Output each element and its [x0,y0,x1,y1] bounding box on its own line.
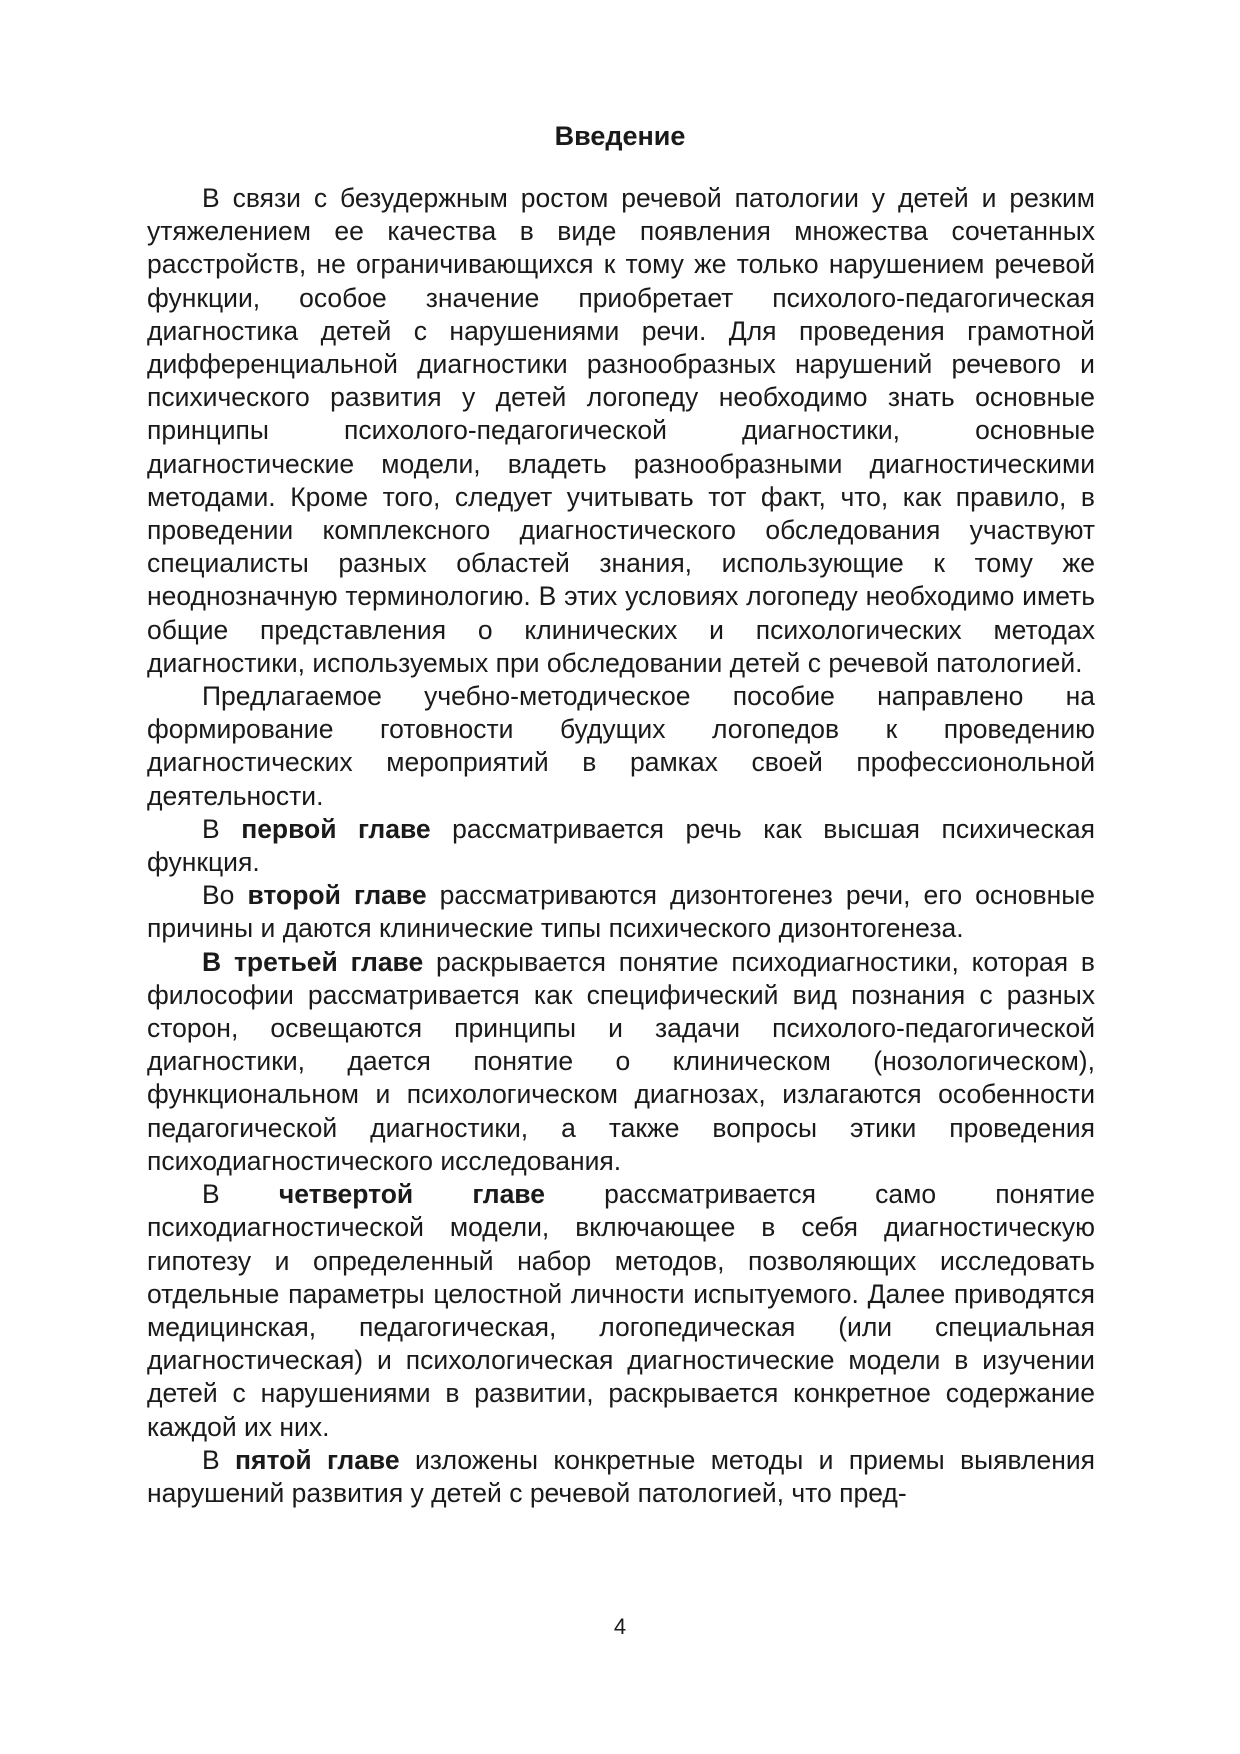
page-number: 4 [613,1614,627,1639]
paragraph-prefix: В [202,813,242,844]
paragraph-purpose [147,680,1095,813]
paragraph-chapter-4 [147,1178,1095,1444]
paragraph-chapter-1 [147,813,1095,879]
paragraph-text: В связи с безудержным ростом речевой патологии у детей и резким утяжелением ее качества в виде появления множества сочетанных расстройств, не ограничивающихся к тому же только нарушением речевой функции, особое значение приобретает психолого-педагогическая диагностика детей с нарушениями речи. Для проведения грамотной дифференциальной диагностики разнообразных нарушений речевого и психического развития у детей логопеду необходимо знать основные принципы психолого-педагогической диагностики, основные диагностические модели, владеть разнообразными диагностическими методами. Кроме того, следует учитывать тот факт, что, как правило, в проведении комплексного диагностического обследования участвуют специалисты разных областей знания, использующие к тому же неоднозначную терминологию. В этих условиях логопеду необходимо иметь общие представления о клинических и психологических методах диагностики, используемых при обследовании детей с речевой патологией. [147,183,1095,678]
paragraph-prefix: В [202,1444,236,1475]
chapter-reference: первой главе [241,813,431,844]
paragraph-text: рассматривается речь как высшая психическая функция. [147,813,1095,878]
chapter-reference: второй главе [247,880,427,911]
paragraph-text: раскрывается понятие психодиагностики, которая в философии рассматривается как специфический вид познания с разных сторон, освещаются принципы и задачи психолого-педагогической диагностики, дается понятие о клиническом (нозологическом), функциональном и психологическом диагнозах, излагаются особенности педагогической диагностики, а также вопросы этики проведения психодиагностического исследования. [147,946,1096,1176]
paragraph-text: Предлагаемое учебно-методическое пособие направлено на формирование готовности будущих логопедов к проведению диагностических мероприятий в рамках своей профессионольной деятельности. [147,681,1095,811]
chapter-reference: пятой главе [235,1444,400,1475]
paragraph-prefix: Во [202,880,248,911]
chapter-reference: В третьей главе [202,946,424,977]
paragraph-chapter-2 [147,879,1095,945]
paragraph-chapter-3 [147,946,1095,1178]
page-title: Введение [554,121,686,151]
body-text [147,182,1095,1510]
paragraph-intro [147,182,1095,680]
paragraph-prefix: В [202,1179,279,1210]
chapter-reference: четвертой главе [278,1179,545,1210]
paragraph-text: изложены конкретные методы и приемы выявления нарушений развития у детей с речевой патологией, что пред- [147,1444,1096,1508]
paragraph-text: рассматривается само понятие психодиагностической модели, включающее в себя диагностическую гипотезу и определенный набор методов, позволяющих исследовать отдельные параметры целостной личности испытуемого. Далее приводятся медицинская, педагогическая, логопедическая (или специальная диагностическая) и психологическая диагностические модели в изучении детей с нарушениями в развитии, раскрывается конкретное содержание каждой их них. [147,1179,1095,1442]
paragraph-chapter-5 [147,1444,1095,1510]
paragraph-text: рассматриваются дизонтогенез речи, его основные причины и даются клинические типы психического дизонтогенеза. [147,880,1095,944]
